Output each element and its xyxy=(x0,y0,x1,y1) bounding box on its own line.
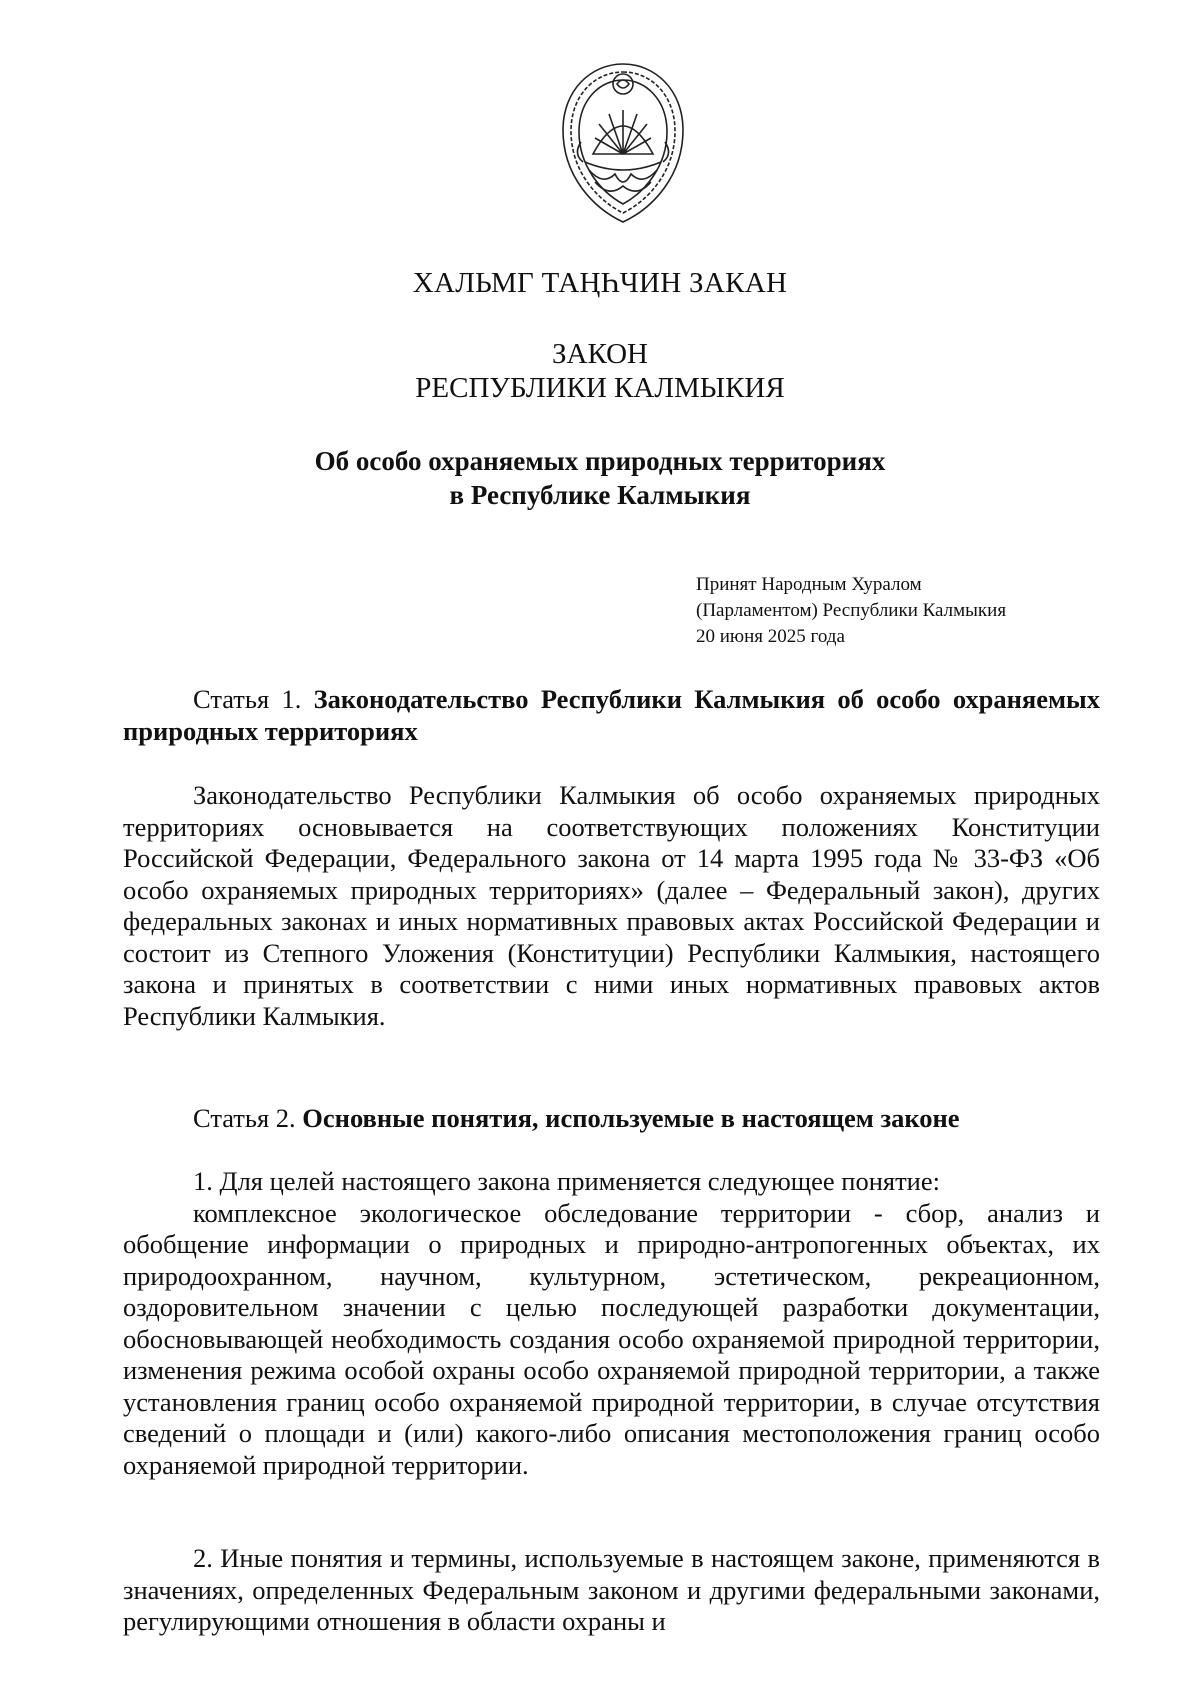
article2-p1-intro: 1. Для целей настоящего закона применяется следующее понятие: xyxy=(193,1166,940,1196)
law-subject xyxy=(0,444,1200,512)
law-title-line1: ЗАКОН xyxy=(552,338,648,370)
article2-p1-definition: комплексное экологическое обследование территории - сбор, анализ и обобщение информации о природных и природно-антропогенных объектах, их природоохранном, научном, культурном, эстетическом, рекреационном, оздоровительном значении с целью последующей разработки документации, обосновывающей необходимость создания особо охраняемой природной территории, изменения режима особой охраны особо охраняемой природной территории, а также установления границ особо охраняемой природной территории, в случае отсутствия сведений о площади и (или) какого-либо описания местоположения границ особо охраняемой природной территории. xyxy=(123,1197,1100,1480)
law-title xyxy=(0,337,1200,405)
law-subject-line2: в Республике Калмыкия xyxy=(449,480,751,510)
kalmyk-law-title: ХАЛЬМГ ТАҢҺЧИН ЗАКАН xyxy=(412,267,788,299)
adoption-date: 20 июня 2025 года xyxy=(696,626,845,647)
article2-paragraph1 xyxy=(123,1166,1100,1481)
article1-heading xyxy=(123,684,1100,747)
law-title-line2: РЕСПУБЛИКИ КАЛМЫКИЯ xyxy=(415,372,785,404)
article2-title: Основные понятия, используемые в настоящем законе xyxy=(302,1103,960,1133)
article2-label: Статья 2. xyxy=(193,1103,296,1133)
adoption-note xyxy=(696,572,1116,650)
article1-label: Статья 1. xyxy=(193,684,302,714)
kalmykia-coat-of-arms-icon xyxy=(555,58,691,228)
adoption-line1: Принят Народным Хуралом xyxy=(696,574,922,595)
adoption-line2: (Парламентом) Республики Калмыкия xyxy=(696,600,1007,621)
article1-body: Законодательство Республики Калмыкия об особо охраняемых природных территориях основывается на соответствующих положениях Конституции Российской Федерации, Федерального закона от 14 марта 1995 года № 33-ФЗ «Об особо охраняемых природных территориях» (далее – Федеральный закон), других федеральных законах и иных нормативных правовых актах Российской Федерации и состоит из Степного Уложения (Конституции) Республики Калмыкия, настоящего закона и принятых в соответствии с ними иных нормативных правовых актов Республики Калмыкия. xyxy=(123,780,1100,1031)
law-subject-line1: Об особо охраняемых природных территориях xyxy=(314,446,886,476)
article1-title: Законодательство Республики Калмыкия об особо охраняемых природных территориях xyxy=(123,684,1101,746)
article2-heading xyxy=(123,1103,1100,1135)
article2-paragraph2: 2. Иные понятия и термины, используемые в настоящем законе, применяются в значениях, определенных Федеральным законом и другими федеральными законами, регулирующими отношения в области охраны и xyxy=(123,1543,1100,1636)
